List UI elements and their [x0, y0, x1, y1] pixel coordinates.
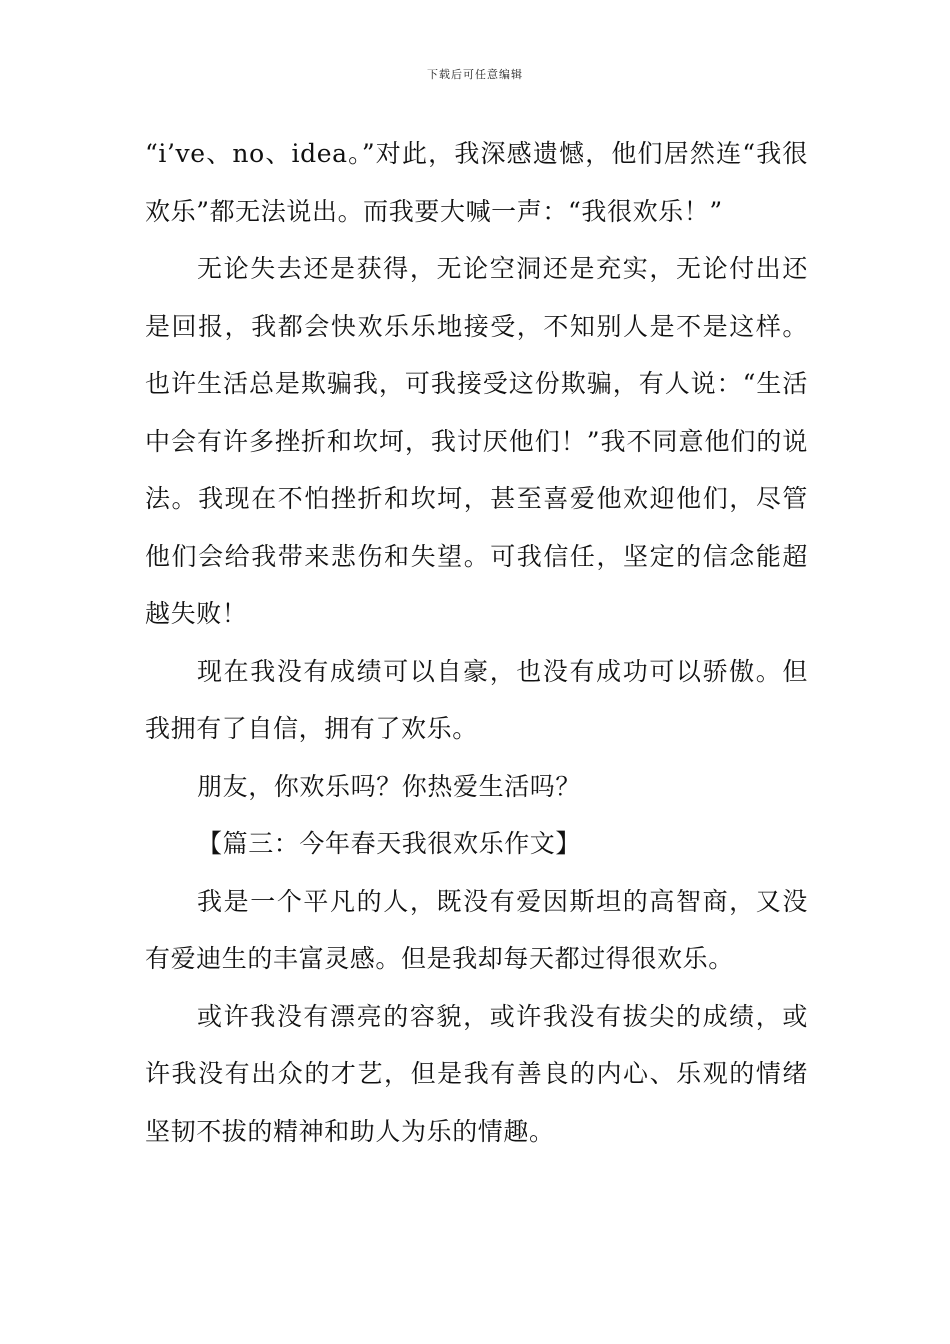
paragraph-3: 现在我没有成绩可以自豪，也没有成功可以骄傲。但我拥有了自信，拥有了欢乐。 — [145, 656, 808, 743]
page-header-note: 下载后可任意编辑 — [427, 68, 523, 81]
paragraph-4: 朋友，你欢乐吗？你热爱生活吗？ — [197, 771, 582, 801]
document-body — [145, 125, 808, 1160]
paragraph-2: 无论失去还是获得，无论空洞还是充实，无论付出还是回报，我都会快欢乐乐地接受，不知别人是不是这样。也许生活总是欺骗我，可我接受这份欺骗，有人说：“生活中会有许多挫折和坎坷，我讨厌他们！”我不同意他们的说法。我现在不怕挫折和坎坷，甚至喜爱他欢迎他们，尽管他们会给我带来悲伤和失望。可我信任，坚定的信念能超越失败！ — [145, 254, 808, 628]
paragraph-1: “i’ve、no、idea。”对此，我深感遗憾，他们居然连“我很欢乐”都无法说出。而我要大喊一声：“我很欢乐！” — [145, 139, 808, 226]
paragraph-5: 我是一个平凡的人，既没有爱因斯坦的高智商，又没有爱迪生的丰富灵感。但是我却每天都过得很欢乐。 — [145, 886, 808, 973]
paragraph-6: 或许我没有漂亮的容貌，或许我没有拔尖的成绩，或许我没有出众的才艺，但是我有善良的内心、乐观的情绪坚韧不拔的精神和助人为乐的情趣。 — [145, 1001, 808, 1146]
section-heading: 【篇三：今年春天我很欢乐作文】 — [197, 829, 582, 858]
